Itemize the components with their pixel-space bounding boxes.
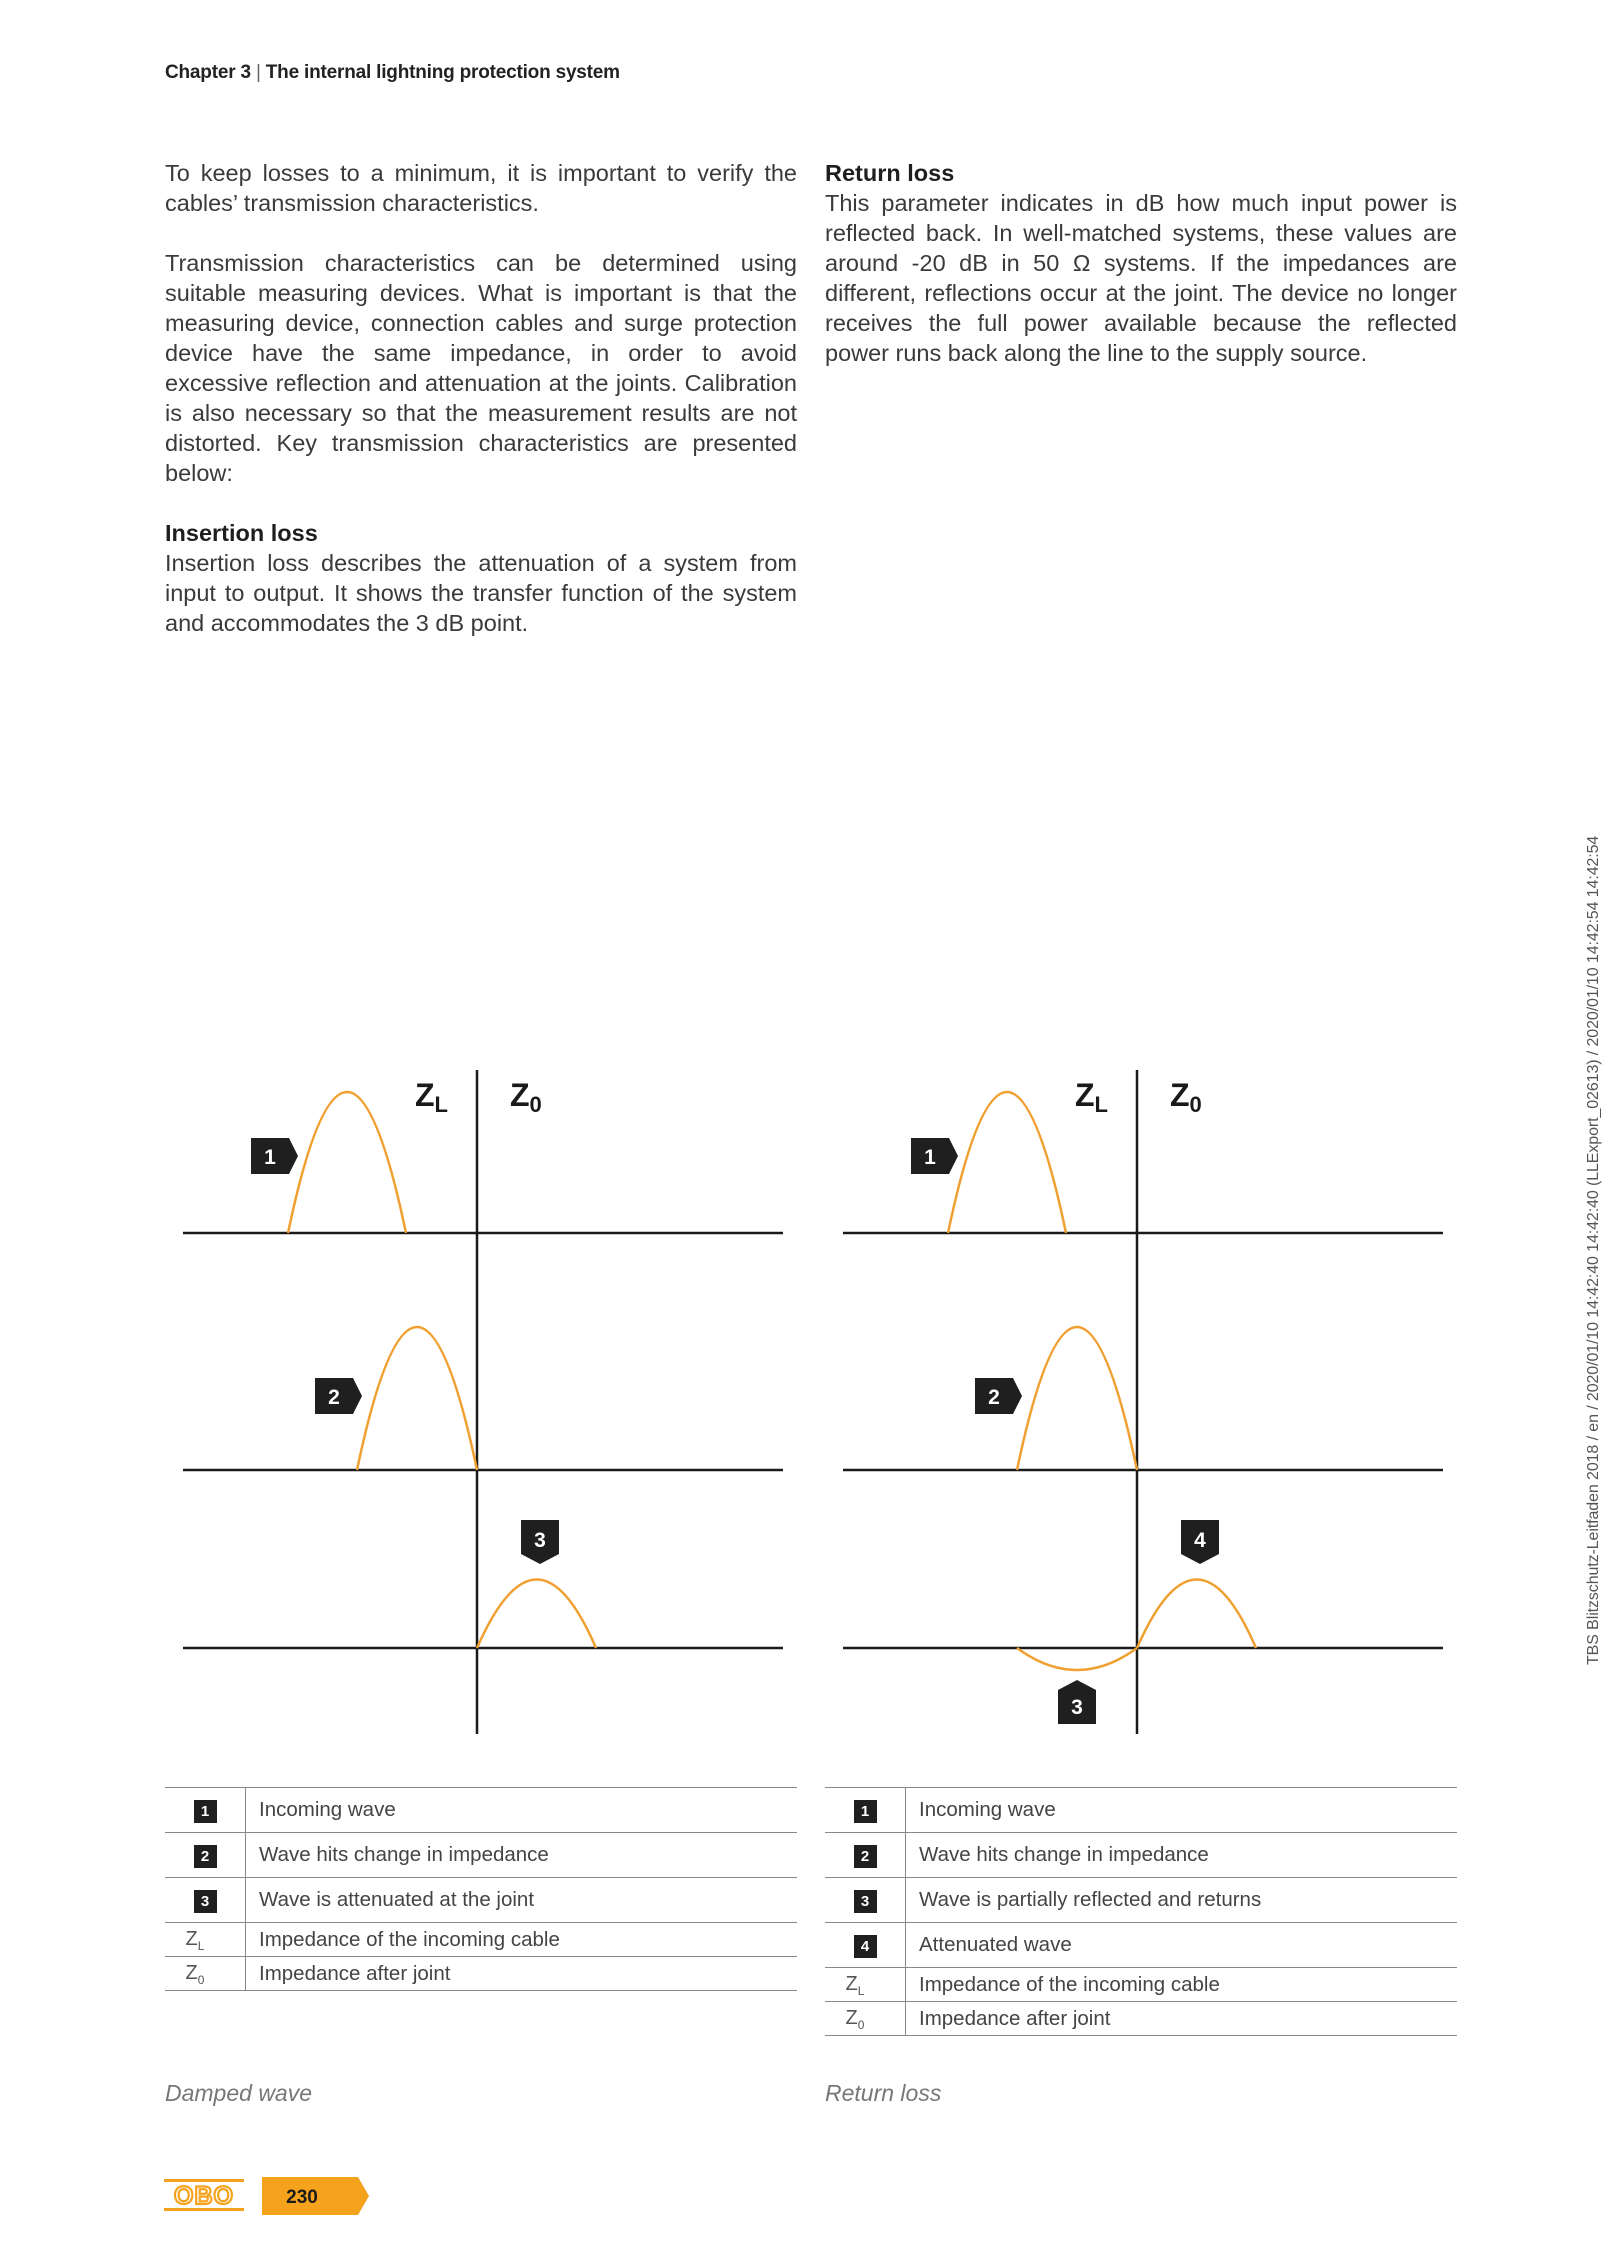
svg-text:OBO: OBO [174, 2182, 234, 2210]
zl-label: ZL [1075, 1077, 1108, 1117]
legend-text: Incoming wave [906, 1788, 1458, 1833]
return-loss-legend [825, 1787, 1457, 2036]
legend-row [165, 1957, 797, 1991]
legend-text: Attenuated wave [906, 1923, 1458, 1968]
svg-text:3: 3 [534, 1529, 546, 1552]
legend-row [825, 2002, 1457, 2036]
svg-text:1: 1 [264, 1146, 276, 1169]
marker-2 [975, 1378, 1022, 1414]
z0-symbol: $Z_0$ [185, 1961, 205, 1987]
legend-text: Impedance after joint [906, 2002, 1458, 2036]
legend-number-badge: 4 [854, 1935, 877, 1958]
return-loss-caption: Return loss [825, 2080, 942, 2106]
page-number-tab [262, 2177, 370, 2215]
legend-row [825, 1923, 1457, 1968]
legend-number-badge: 3 [194, 1890, 217, 1913]
damped-wave-caption: Damped wave [165, 2080, 313, 2106]
marker-3 [521, 1520, 559, 1564]
svg-text:4: 4 [1194, 1529, 1206, 1552]
print-metadata-sidenote: TBS Blitzschutz-Leitfaden 2018 / en / 2020/01/10 14:42:40 14:42:40 (LLExport_02613) / 2020/01/10 14:42:54 14:42:54 [1585, 835, 1602, 1665]
incoming-wave [288, 1092, 406, 1233]
legend-text: Impedance of the incoming cable [246, 1923, 798, 1957]
reflected-wave [1017, 1648, 1137, 1670]
legend-text: Wave is partially reflected and returns [906, 1878, 1458, 1923]
legend-number-badge: 2 [854, 1845, 877, 1868]
legend-text: Impedance after joint [246, 1957, 798, 1991]
svg-text:2: 2 [328, 1386, 340, 1409]
zl-symbol: $Z_L$ [845, 1972, 865, 1998]
attenuated-wave [1137, 1580, 1256, 1649]
measurement-paragraph: Transmission characteristics can be determined using suitable measuring devices. What is important is that the measuring device, connection cables and surge protection device have the same impedance, in order to avoid excessive reflection and attenuation at the joints. Calibration is also necessary so that the measurement results are not distorted. Key transmission characteristics are presented below: [165, 250, 797, 486]
legend-text: Wave is attenuated at the joint [246, 1878, 798, 1923]
legend-row [825, 1968, 1457, 2002]
z0-label: Z0 [1170, 1077, 1202, 1117]
return-loss-diagram [825, 1060, 1457, 1740]
intro-paragraph: To keep losses to a minimum, it is important to verify the cables’ transmission characteristics. [165, 160, 797, 216]
return-loss-heading: Return loss [825, 160, 955, 186]
legend-text: Wave hits change in impedance [246, 1833, 798, 1878]
marker-1 [251, 1138, 298, 1174]
legend-row [165, 1923, 797, 1957]
zl-label: ZL [415, 1077, 448, 1117]
marker-4 [1181, 1520, 1219, 1564]
svg-text:2: 2 [988, 1386, 1000, 1409]
legend-number-badge: 3 [854, 1890, 877, 1913]
right-text-column [825, 158, 1457, 398]
left-text-column [165, 158, 797, 668]
damped-wave-legend [165, 1787, 797, 1991]
marker-3 [1058, 1680, 1096, 1724]
legend-row [825, 1878, 1457, 1923]
return-loss-text: This parameter indicates in dB how much input power is reflected back. In well-matched systems, these values are around -20 dB in 50 Ω systems. If the impedances are different, reflections occur at the joint. The device no longer receives the full power available because the reflected power runs back along the line to the supply source. [825, 190, 1457, 366]
legend-text: Incoming wave [246, 1788, 798, 1833]
incoming-wave [948, 1092, 1066, 1233]
marker-2 [315, 1378, 362, 1414]
obo-logo [163, 2178, 245, 2212]
legend-number-badge: 2 [194, 1845, 217, 1868]
legend-text: Wave hits change in impedance [906, 1833, 1458, 1878]
damped-wave-diagram [165, 1060, 797, 1740]
legend-row [165, 1878, 797, 1923]
chapter-title: The internal lightning protection system [265, 62, 620, 83]
header-separator: | [255, 62, 261, 83]
marker-1 [911, 1138, 958, 1174]
legend-number-badge: 1 [194, 1800, 217, 1823]
insertion-loss-text: Insertion loss describes the attenuation of a system from input to output. It shows the transfer function of the system and accommodates the 3 dB point. [165, 550, 797, 636]
insertion-loss-heading: Insertion loss [165, 520, 318, 546]
svg-text:3: 3 [1071, 1696, 1083, 1719]
running-header [165, 62, 620, 84]
wave-at-joint [1017, 1327, 1137, 1470]
page-number: 230 [286, 2187, 318, 2208]
legend-row [165, 1788, 797, 1833]
legend-text: Impedance of the incoming cable [906, 1968, 1458, 2002]
z0-symbol: $Z_0$ [845, 2006, 865, 2032]
chapter-label: Chapter 3 [165, 62, 251, 83]
zl-symbol: $Z_L$ [185, 1927, 205, 1953]
legend-number-badge: 1 [854, 1800, 877, 1823]
svg-text:1: 1 [924, 1146, 936, 1169]
attenuated-wave [477, 1580, 596, 1649]
legend-row [165, 1833, 797, 1878]
z0-label: Z0 [510, 1077, 542, 1117]
wave-at-joint [357, 1327, 477, 1470]
legend-row [825, 1788, 1457, 1833]
legend-row [825, 1833, 1457, 1878]
